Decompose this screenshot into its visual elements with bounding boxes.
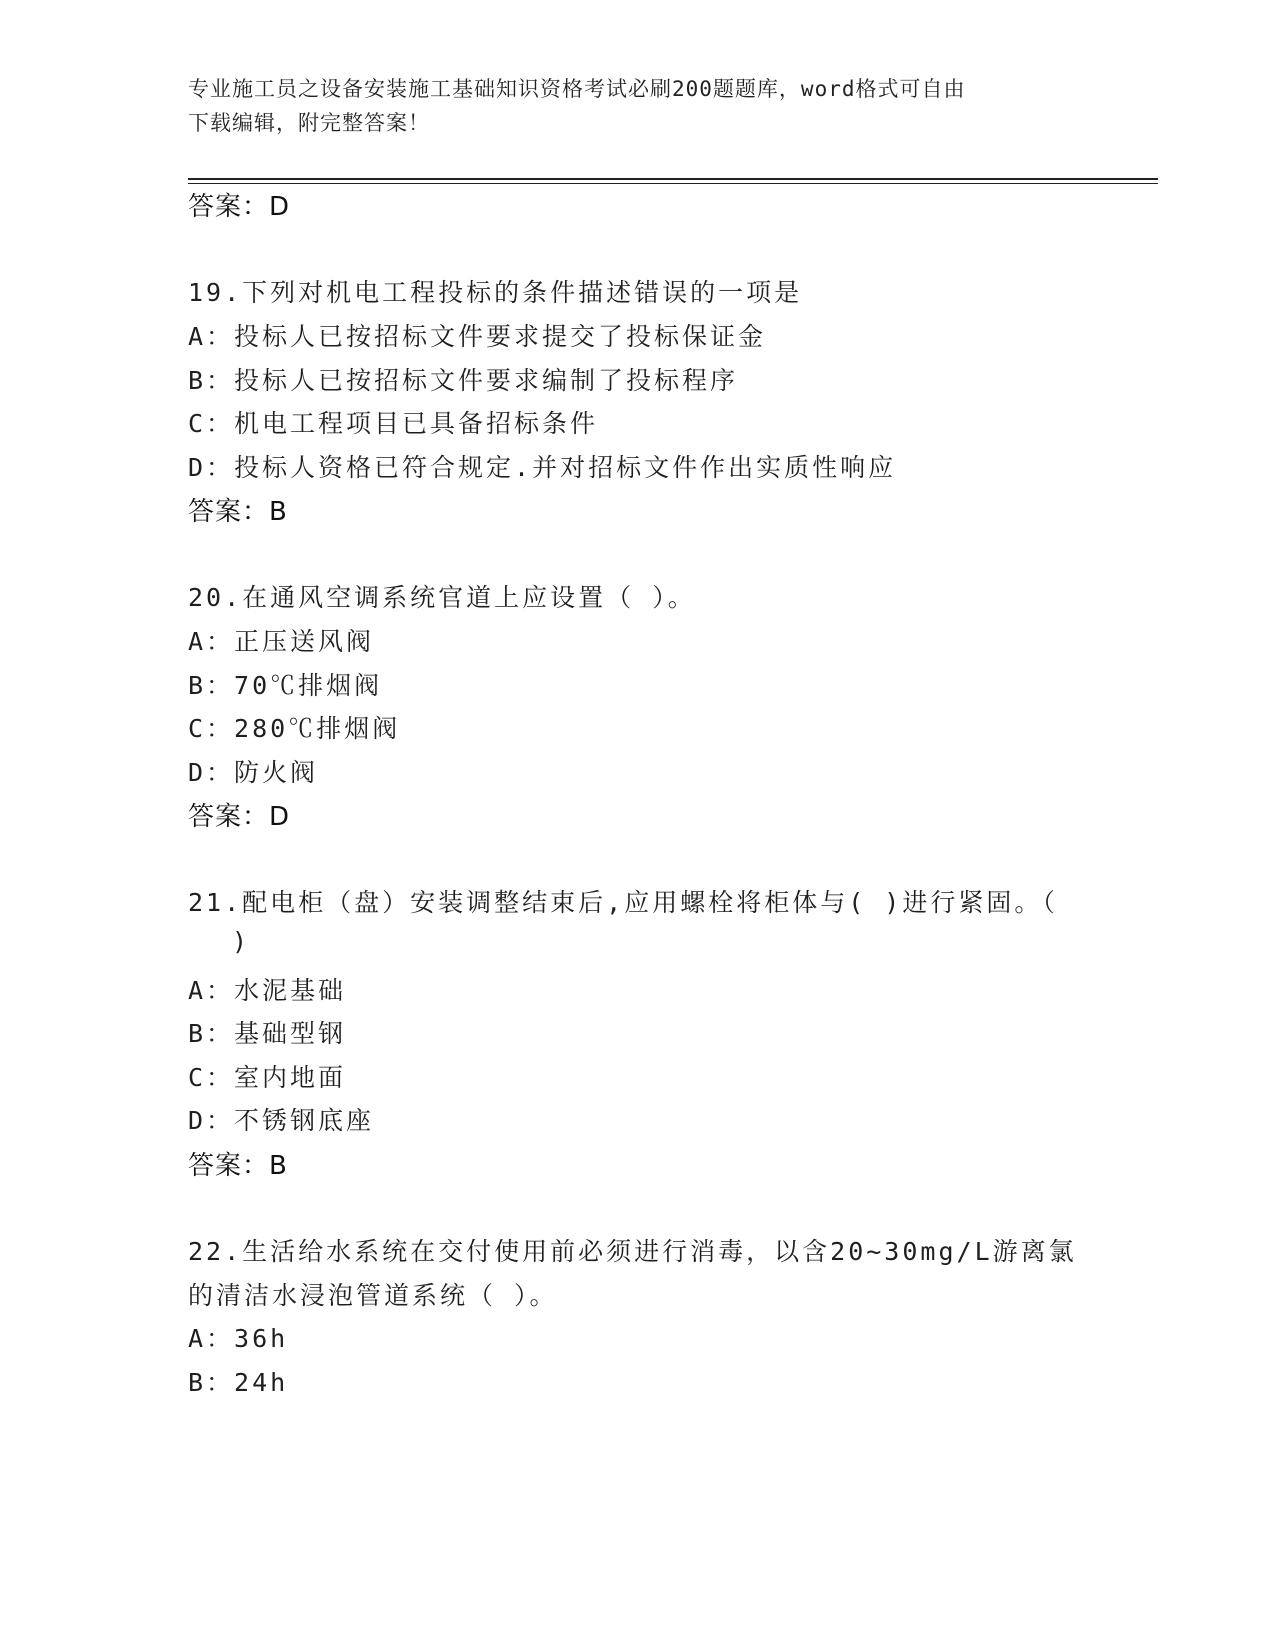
option-21-d: D：不锈钢底座 [188,1106,375,1135]
header-rule-thick [188,178,1158,180]
question-21-continued: ) [232,927,251,956]
option-22-b: B：24h [188,1368,289,1397]
option-20-b: B：70℃排烟阀 [188,671,383,700]
option-19-a: A：投标人已按招标文件要求提交了投标保证金 [188,322,767,351]
header-line-1: 专业施工员之设备安装施工基础知识资格考试必刷200题题库，word格式可自由 [188,77,966,101]
header-rule-thin [188,183,1158,184]
question-22: 22.生活给水系统在交付使用前必须进行消毒，以含20~30mg/L游离氯 [188,1237,1077,1266]
header-line-2: 下载编辑，附完整答案！ [188,111,430,135]
document-header [188,72,1068,140]
answer-18: 答案：D [188,192,291,222]
question-22-continued: 的清洁水浸泡管道系统（ ）。 [188,1281,558,1310]
question-19: 19.下列对机电工程投标的条件描述错误的一项是 [188,278,803,307]
option-20-c: C：280℃排烟阀 [188,714,401,743]
option-21-c: C：室内地面 [188,1063,347,1092]
question-21: 21.配电柜（盘）安装调整结束后,应用螺栓将柜体与( )进行紧固。（ [188,888,1058,917]
option-21-b: B：基础型钢 [188,1019,347,1048]
option-20-a: A：正压送风阀 [188,627,375,656]
answer-21: 答案：B [188,1151,288,1181]
option-20-d: D：防火阀 [188,758,319,787]
answer-20: 答案：D [188,802,291,832]
option-21-a: A：水泥基础 [188,976,347,1005]
option-19-d: D：投标人资格已符合规定.并对招标文件作出实质性响应 [188,453,897,482]
answer-19: 答案：B [188,497,288,527]
option-19-b: B：投标人已按招标文件要求编制了投标程序 [188,366,739,395]
option-22-a: A：36h [188,1324,289,1353]
option-19-c: C：机电工程项目已具备招标条件 [188,409,599,438]
question-20: 20.在通风空调系统官道上应设置（ ）。 [188,583,696,612]
